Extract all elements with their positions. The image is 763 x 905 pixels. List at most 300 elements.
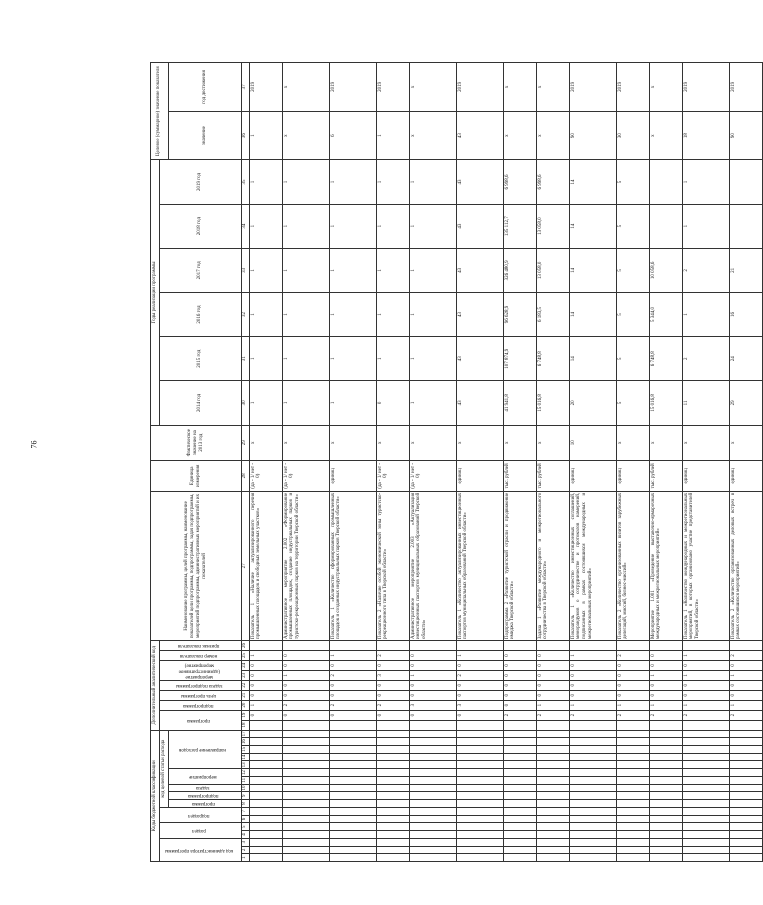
year-2018-header: 2018 год: [159, 204, 241, 248]
baseline-cell: х: [282, 425, 329, 460]
analytic-code-cell: 0: [329, 710, 376, 720]
budget-code-cell: [282, 769, 329, 777]
budget-code-cell: [409, 800, 456, 808]
budget-code-cell: [456, 776, 503, 784]
analytic-code-cell: 2: [329, 670, 376, 680]
analytic-code-cell: 0: [456, 660, 503, 670]
budget-code-cell: [729, 769, 762, 777]
budget-code-cell: [682, 761, 729, 769]
year-value-cell: 1: [329, 204, 376, 248]
budget-code-cell: [409, 761, 456, 769]
budget-code-cell: [729, 761, 762, 769]
budget-code-cell: [649, 792, 682, 800]
column-index-cell: 12: [241, 769, 249, 777]
year-value-cell: 11: [682, 381, 729, 425]
final-value-cell: 30: [616, 111, 649, 160]
budget-code-cell: [282, 738, 329, 746]
analytic-code-cell: 0: [503, 670, 536, 680]
column-index-cell: 27: [241, 491, 249, 640]
year-value-cell: [649, 160, 682, 204]
budget-code-cell: [409, 738, 456, 746]
year-2015-header: 2015 год: [159, 337, 241, 381]
indicator-name: Показатель 2 «Количество организованных деловых встреч в рамках состоявшихся мероприятий»: [729, 491, 762, 640]
year-value-cell: 43: [456, 248, 503, 292]
final-year-cell: 2019: [569, 63, 616, 112]
ta-subprogram-header: подпрограмма: [168, 792, 241, 800]
unit-cell: единиц: [616, 460, 649, 491]
budget-code-cell: [569, 761, 616, 769]
year-value-cell: 2: [682, 248, 729, 292]
year-value-cell: 1: [409, 160, 456, 204]
year-value-cell: 43: [456, 204, 503, 248]
budget-code-cell: [729, 838, 762, 846]
year-value-cell: 16: [729, 292, 762, 336]
column-index-row: [241, 63, 249, 862]
column-index-cell: 8: [241, 800, 249, 808]
baseline-cell: х: [456, 425, 503, 460]
analytic-code-cell: 1: [616, 700, 649, 710]
budget-code-cell: [503, 838, 536, 846]
budget-code-cell: [503, 815, 536, 823]
budget-code-cell: [729, 738, 762, 746]
analytic-code-cell: 2: [616, 651, 649, 661]
year-value-cell: 1: [376, 337, 409, 381]
budget-code-cell: [456, 769, 503, 777]
budget-class-header: Коды бюджетной классификации: [151, 730, 160, 861]
budget-code-cell: [376, 846, 409, 854]
analytic-code-cell: [376, 720, 409, 730]
budget-code-cell: [729, 800, 762, 808]
analytic-code-cell: 1: [329, 651, 376, 661]
budget-code-cell: [282, 838, 329, 846]
budget-code-cell: [409, 838, 456, 846]
year-value-cell: [729, 204, 762, 248]
analytic-code-cell: [456, 720, 503, 730]
indicator-name: Показатель 1 «Количество международных и межрегиональных мероприятий, в которых организовано участие представителей Тверской области»: [682, 491, 729, 640]
year-2019-header: 2019 год: [159, 160, 241, 204]
budget-code-cell: [569, 745, 616, 753]
budget-code-cell: [409, 854, 456, 862]
column-index-cell: 35: [241, 160, 249, 204]
budget-code-cell: [569, 730, 616, 738]
analytic-code-cell: 0: [536, 690, 569, 700]
budget-code-cell: [682, 815, 729, 823]
budget-code-cell: [249, 846, 282, 854]
year-value-cell: 1: [329, 248, 376, 292]
budget-code-cell: [536, 823, 569, 831]
column-index-cell: 21: [241, 690, 249, 700]
budget-code-cell: [282, 784, 329, 792]
analytic-code-cell: 0: [536, 651, 569, 661]
budget-code-cell: [409, 846, 456, 854]
budget-code-cell: [249, 769, 282, 777]
analytic-code-cell: [682, 640, 729, 650]
budget-code-cell: [329, 769, 376, 777]
column-index-cell: 25: [241, 651, 249, 661]
a-goal-header: цель программы: [159, 690, 241, 700]
budget-code-cell: [282, 815, 329, 823]
budget-code-cell: [503, 807, 536, 815]
year-value-cell: 29: [729, 381, 762, 425]
analytic-code-header: Дополнительный аналитический код: [151, 640, 160, 730]
unit-cell: единиц: [569, 460, 616, 491]
budget-code-cell: [329, 854, 376, 862]
budget-code-cell: [649, 738, 682, 746]
analytic-code-cell: 0: [282, 690, 329, 700]
analytic-code-cell: 0: [376, 710, 409, 720]
year-value-cell: 15 016,8: [536, 381, 569, 425]
final-year-cell: 2019: [616, 63, 649, 112]
budget-code-cell: [376, 738, 409, 746]
analytic-code-cell: 1: [282, 670, 329, 680]
final-year-cell: 2019: [682, 63, 729, 112]
final-value-cell: 43: [456, 111, 503, 160]
budget-code-cell: [729, 854, 762, 862]
budget-code-cell: [616, 730, 649, 738]
budget-code-cell: [569, 753, 616, 761]
budget-code-cell: [456, 745, 503, 753]
budget-code-cell: [503, 854, 536, 862]
unit-cell: единиц: [729, 460, 762, 491]
analytic-code-cell: 0: [376, 690, 409, 700]
column-index-cell: 30: [241, 381, 249, 425]
year-value-cell: 1: [249, 381, 282, 425]
baseline-cell: х: [682, 425, 729, 460]
year-value-cell: 1: [249, 204, 282, 248]
budget-code-cell: [282, 800, 329, 808]
baseline-cell: х: [503, 425, 536, 460]
budget-code-cell: [456, 831, 503, 839]
budget-code-cell: [536, 776, 569, 784]
ta-activity-header: мероприятие: [168, 769, 241, 784]
budget-code-cell: [729, 730, 762, 738]
budget-code-cell: [329, 846, 376, 854]
year-value-cell: 2: [682, 337, 729, 381]
year-value-cell: 0: [376, 381, 409, 425]
budget-code-cell: [569, 831, 616, 839]
budget-code-cell: [376, 854, 409, 862]
budget-code-cell: [249, 745, 282, 753]
budget-code-cell: [456, 838, 503, 846]
analytic-code-cell: [536, 720, 569, 730]
analytic-code-cell: 0: [282, 651, 329, 661]
a-indicator-type-header: признак показателя: [159, 640, 241, 650]
budget-code-cell: [376, 838, 409, 846]
budget-code-cell: [282, 831, 329, 839]
budget-code-cell: [682, 769, 729, 777]
year-value-cell: 5: [616, 337, 649, 381]
budget-code-cell: [649, 807, 682, 815]
budget-code-cell: [503, 753, 536, 761]
budget-code-cell: [376, 753, 409, 761]
analytic-code-cell: 0: [282, 710, 329, 720]
analytic-code-cell: 1: [409, 670, 456, 680]
budget-code-cell: [249, 753, 282, 761]
budget-code-cell: [729, 807, 762, 815]
analytic-code-cell: [729, 720, 762, 730]
budget-code-cell: [376, 761, 409, 769]
analytic-code-cell: 1: [249, 700, 282, 710]
year-2014-header: 2014 год: [159, 381, 241, 425]
budget-code-cell: [649, 753, 682, 761]
year-value-cell: 14: [569, 160, 616, 204]
analytic-code-cell: 1: [729, 670, 762, 680]
analytic-code-cell: [249, 640, 282, 650]
year-value-cell: 1: [376, 160, 409, 204]
budget-code-cell: [616, 846, 649, 854]
budget-code-cell: [569, 838, 616, 846]
budget-code-cell: [456, 738, 503, 746]
indicator-name: Показатель 1 «Наличие актуализированного перечня промышленных площадок и свободных земельных участков»: [249, 491, 282, 640]
budget-code-cell: [616, 769, 649, 777]
rotated-table-page: [150, 62, 742, 862]
analytic-code-cell: [649, 640, 682, 650]
column-index-cell: 33: [241, 248, 249, 292]
analytic-code-cell: [616, 640, 649, 650]
analytic-code-cell: 0: [249, 680, 282, 690]
budget-code-cell: [376, 784, 409, 792]
year-value-cell: 6 748,8: [536, 337, 569, 381]
year-value-cell: 1: [376, 204, 409, 248]
budget-code-cell: [729, 815, 762, 823]
budget-code-cell: [729, 776, 762, 784]
year-value-cell: [649, 204, 682, 248]
budget-code-cell: [682, 800, 729, 808]
budget-code-cell: [682, 831, 729, 839]
budget-code-cell: [456, 854, 503, 862]
analytic-code-cell: 0: [329, 680, 376, 690]
year-value-cell: 20: [569, 381, 616, 425]
year-value-cell: 43: [456, 292, 503, 336]
year-value-cell: 43: [456, 381, 503, 425]
year-value-cell: 1: [409, 337, 456, 381]
analytic-code-cell: 1: [569, 651, 616, 661]
column-index-cell: 6: [241, 815, 249, 823]
column-index-cell: 36: [241, 111, 249, 160]
year-value-cell: 6 998,6: [536, 160, 569, 204]
year-value-cell: 5: [616, 204, 649, 248]
budget-code-cell: [249, 831, 282, 839]
year-value-cell: 1: [682, 160, 729, 204]
analytic-code-cell: 0: [616, 690, 649, 700]
table-row: [456, 63, 503, 862]
budget-code-cell: [503, 800, 536, 808]
page-number: 76: [29, 440, 39, 449]
analytic-code-cell: 0: [456, 690, 503, 700]
budget-code-cell: [649, 745, 682, 753]
analytic-code-cell: 0: [569, 660, 616, 670]
name-header: Наименование программы, целей программы, наименование показателей цели программы, подпрограммы, задач подпрограммы, мероприятий подпрограммы, административных мероприятий и их показателей: [151, 491, 242, 640]
budget-code-cell: [569, 769, 616, 777]
analytic-code-cell: [503, 640, 536, 650]
analytic-code-cell: 2: [282, 700, 329, 710]
analytic-code-cell: 0: [282, 680, 329, 690]
analytic-code-cell: [409, 640, 456, 650]
program-indicators-table: [150, 62, 763, 862]
analytic-code-cell: 0: [456, 710, 503, 720]
budget-code-cell: [682, 854, 729, 862]
unit-cell: (да - 1/ нет - 0): [376, 460, 409, 491]
indicator-name: Показатель 1 «Количество сформированных промышленных площадок и созданных индустриальных парков Тверской области»: [329, 491, 376, 640]
budget-code-cell: [376, 776, 409, 784]
budget-code-cell: [249, 784, 282, 792]
year-value-cell: 14: [569, 337, 616, 381]
analytic-code-cell: [682, 720, 729, 730]
budget-code-cell: [536, 831, 569, 839]
final-value-cell: 90: [569, 111, 616, 160]
budget-code-cell: [503, 745, 536, 753]
table-row: [409, 63, 456, 862]
budget-code-cell: [503, 792, 536, 800]
year-value-cell: 1: [282, 337, 329, 381]
analytic-code-cell: 1: [536, 700, 569, 710]
analytic-code-cell: [569, 640, 616, 650]
budget-code-cell: [649, 831, 682, 839]
column-index-cell: 17: [241, 730, 249, 738]
column-index-cell: 23: [241, 670, 249, 680]
year-value-cell: 1: [282, 381, 329, 425]
budget-code-cell: [649, 815, 682, 823]
budget-code-cell: [536, 846, 569, 854]
indicator-name: Административное мероприятие 2.002 «Формирование промышленных площадок, создание индустриальных парков и туристско-рекреационных парков на территории Тверской области»: [282, 491, 329, 640]
budget-code-cell: [376, 800, 409, 808]
budget-code-cell: [282, 823, 329, 831]
year-value-cell: 1: [282, 292, 329, 336]
budget-code-cell: [682, 838, 729, 846]
indicator-name: Показатель 1 «Количество инвестиционных соглашений, меморандумов о сотрудничестве и протоколов намерений, подписанных в рамках состоявшихся международных и межрегиональных мероприятий»: [569, 491, 616, 640]
budget-code-cell: [682, 776, 729, 784]
budget-code-cell: [649, 854, 682, 862]
budget-code-cell: [249, 838, 282, 846]
budget-code-cell: [729, 831, 762, 839]
analytic-code-cell: 0: [503, 651, 536, 661]
budget-code-cell: [409, 807, 456, 815]
year-value-cell: 5 344,0: [649, 292, 682, 336]
budget-code-cell: [282, 792, 329, 800]
column-index-cell: 22: [241, 680, 249, 690]
budget-code-cell: [649, 823, 682, 831]
column-index-cell: 15: [241, 745, 249, 753]
analytic-code-cell: 0: [569, 680, 616, 690]
indicator-name: Задача 1 «Развитие международного и межрегионального сотрудничества в Тверской области»: [536, 491, 569, 640]
analytic-code-cell: 1: [456, 651, 503, 661]
budget-code-cell: [616, 807, 649, 815]
budget-code-cell: [729, 823, 762, 831]
budget-code-cell: [249, 815, 282, 823]
budget-code-cell: [536, 800, 569, 808]
analytic-code-cell: 0: [536, 680, 569, 690]
budget-code-cell: [329, 792, 376, 800]
column-index-cell: 26: [241, 640, 249, 650]
analytic-code-cell: 0: [409, 651, 456, 661]
year-value-cell: 5: [616, 292, 649, 336]
budget-code-cell: [649, 800, 682, 808]
unit-cell: (да - 1/ нет - 0): [249, 460, 282, 491]
year-value-cell: 1: [282, 248, 329, 292]
column-index-cell: 32: [241, 292, 249, 336]
budget-code-cell: [649, 769, 682, 777]
analytic-code-cell: 1: [649, 670, 682, 680]
budget-code-cell: [456, 815, 503, 823]
column-index-cell: 1: [241, 854, 249, 862]
baseline-cell: х: [536, 425, 569, 460]
years-header: Годы реализации программы: [151, 160, 160, 425]
column-index-cell: 3: [241, 838, 249, 846]
budget-code-cell: [456, 807, 503, 815]
budget-code-cell: [649, 784, 682, 792]
year-value-cell: 1: [376, 292, 409, 336]
year-value-cell: 15 016,8: [649, 381, 682, 425]
analytic-code-cell: 0: [376, 660, 409, 670]
year-value-cell: 1: [249, 337, 282, 381]
budget-code-cell: [729, 846, 762, 854]
unit-header: Единица измерения: [151, 460, 242, 491]
table-row: [616, 63, 649, 862]
budget-code-cell: [569, 738, 616, 746]
budget-code-cell: [376, 807, 409, 815]
budget-code-cell: [569, 776, 616, 784]
year-value-cell: 107 874,9: [503, 337, 536, 381]
budget-code-cell: [249, 807, 282, 815]
column-index-cell: 10: [241, 784, 249, 792]
budget-code-cell: [536, 792, 569, 800]
analytic-code-cell: [376, 640, 409, 650]
budget-code-cell: [329, 761, 376, 769]
budget-code-cell: [329, 807, 376, 815]
analytic-code-cell: 0: [503, 700, 536, 710]
budget-code-cell: [616, 823, 649, 831]
analytic-code-cell: 0: [503, 660, 536, 670]
year-value-cell: 1: [329, 337, 376, 381]
budget-code-cell: [329, 800, 376, 808]
final-year-cell: 2019: [456, 63, 503, 112]
budget-code-cell: [682, 807, 729, 815]
analytic-code-cell: 0: [536, 660, 569, 670]
budget-code-cell: [649, 846, 682, 854]
budget-code-cell: [456, 800, 503, 808]
year-value-cell: 135 112,7: [503, 204, 536, 248]
year-value-cell: 1: [249, 160, 282, 204]
year-value-cell: 1: [682, 204, 729, 248]
budget-code-cell: [456, 823, 503, 831]
budget-code-cell: [729, 753, 762, 761]
analytic-code-cell: [649, 720, 682, 730]
budget-code-cell: [409, 730, 456, 738]
baseline-cell: 10: [569, 425, 616, 460]
analytic-code-cell: 0: [376, 680, 409, 690]
analytic-code-cell: 0: [409, 690, 456, 700]
budget-code-cell: [616, 792, 649, 800]
a-task-header: задача подпрограммы: [159, 680, 241, 690]
budget-code-cell: [569, 815, 616, 823]
budget-code-cell: [503, 831, 536, 839]
ta-program-header: программа: [168, 800, 241, 808]
analytic-code-cell: 3: [409, 700, 456, 710]
a-activity-header: мероприятие (административное мероприятие): [159, 660, 241, 680]
budget-code-cell: [409, 753, 456, 761]
unit-cell: (да - 1/ нет - 0): [409, 460, 456, 491]
analytic-code-cell: 1: [569, 700, 616, 710]
column-index-cell: 14: [241, 753, 249, 761]
budget-code-cell: [503, 784, 536, 792]
budget-code-cell: [569, 800, 616, 808]
analytic-code-cell: [282, 720, 329, 730]
year-value-cell: 1: [329, 381, 376, 425]
year-value-cell: 1: [249, 248, 282, 292]
year-value-cell: 14: [569, 204, 616, 248]
final-value-cell: х: [649, 111, 682, 160]
budget-code-cell: [249, 776, 282, 784]
